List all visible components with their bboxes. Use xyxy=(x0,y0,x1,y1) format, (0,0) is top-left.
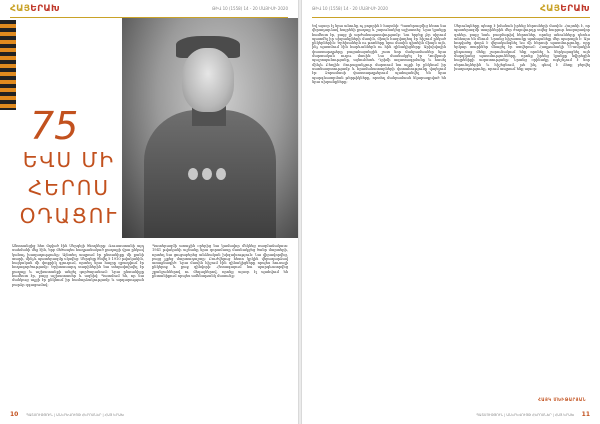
left-footer xyxy=(0,410,298,420)
right-page xyxy=(302,0,600,424)
footer-text: ՊԱՏՄՈՒԹՅՈՒՆ | ԱՆԵՐԵՎՈՒՅԹ ՀԵՐՈՍՆԵՐ | ՀԱՅ ԵՐԱԽ xyxy=(476,413,574,417)
medal-icon xyxy=(188,168,198,180)
medal-icon xyxy=(202,168,212,180)
photo-face xyxy=(182,48,234,112)
magazine-logo xyxy=(10,4,60,14)
logo-part1: ՀԱՅ xyxy=(10,4,31,14)
article-column-4: Սերունդները պետք է իմանան իրենց հերոսների մասին: Հայտնի է, որ պատերազմի տարիներին մեր ժողովուրդը տվեց հարյուր հազարավոր զոհեր, բայց նաև բազմաթիվ հերոսներ, որոնց անունները դեռևս անհայտ են մնում: Նրանց հիշատակը պահպանելը մեր պարտքն է: Այս հոդվածը փորձ է վերականգնել ևս մի հերոսի պատմությունը, որը երկար տարիներ մնացել էր ստվերում: Հաղթանակի 75-ամյակին ընդառաջ մենք շարունակում ենք որոնել և ներկայացնել այն մարդկանց պատմությունները, որոնք իրենց կյանքը նվիրեցին հայրենիքի ազատությանը: Նրանց օրինակը ոգեշնչում է նոր սերունդներին և հիշեցնում, թե ինչ գնով է ձեռք բերվել խաղաղությունը, որում ապրում ենք այսօր: xyxy=(454,24,590,71)
logo-part2: ԵՐԱԽ xyxy=(30,4,61,14)
headline-line-2: ՀԵՐՈՍ xyxy=(27,176,111,200)
page-number: 10 xyxy=(10,411,19,418)
issue-line: ԹԻՎ 10 (1558) 14 - 20 ՄԱՅԻՍԻ 2020 xyxy=(312,6,388,11)
right-header xyxy=(312,4,590,18)
logo-part1: ՀԱՅ xyxy=(539,4,561,14)
medal-icon xyxy=(216,168,226,180)
left-header xyxy=(10,4,288,18)
right-footer xyxy=(302,410,600,420)
soldier-portrait-photo xyxy=(122,18,298,238)
headline-line-1: ԵՎՍ ՄԻ xyxy=(22,148,116,172)
page-number: 11 xyxy=(581,411,590,418)
article-column-1: Անտոանցից հեռ մղված էին Սերգեյի ծնողները: Ռուսաստանի այդ սահմանի մեջ էին, երբ մեծապես հաղթանակած քաղաքի վրա ընկավ կանաչ խաղաղությունը: Այնտեղ ապրում էր ընտանիքը մի քանի տարի, մինչև պատերազմը սկսվեց: Սերգեյը ծնվել է 1910 թվականին, հայկական մի փոքրիկ գյուղում, որտեղ նրա հայրը զբաղվում էր հողագործությամբ: Երիտասարդ տարիներին նա տեղափոխվել էր քաղաք և աշխատանքի անցել գործարանում: Նրա ընտանիքը համեստ էր, բայց աշխատասեր և ազնիվ: Պատմում են, որ նա մանկուց աչքի էր ընկնում իր համարձակությամբ և արդարության բարձր զգացումով: xyxy=(12,244,144,287)
st-george-ribbon-icon xyxy=(0,20,16,110)
article-column-3: Եվ այսօր էլ նրա անունը ոչ բոլորին է հայտնի: Պատերազմից հետո նա վերադարձավ հայրենի քաղաք և շարունակեց աշխատել: Նրա կյանքը համեստ էր, բայց լի արժանապատվությամբ: Նա երբեք չէր սիրում պատմել իր սխրանքների մասին, միայն հազվադեպ էր հիշում ընկած ընկերներին: Երեխաներն ու թոռները նրա մասին գիտեին միայն այն, ինչ պատմում էին հարևաններն ու հին զինակիցները: Արխիվային փաստաթղթերը բացահայտեցին շատ նոր մանրամասներ նրա մարտական ուղու մասին: Նա մասնակցել էր Կովկասի պաշտպանությանը, այնուհետև Ղրիմի ազատագրմանը և հասել մինչև Բեռլին: Յուրաքանչյուր մարտում նա աչքի էր ընկնում իր սառնասրտությամբ և հրամանատարների վստահությունը վայելում էր: Զորամասի փաստաթղթերում պահպանվել են նրա պարգևատրման թերթիկները, որտեղ մանրամասն նկարագրված են նրա սխրանքները: xyxy=(312,24,446,84)
logo-part2: ԵՐԱԽ xyxy=(560,4,590,14)
magazine-logo xyxy=(540,4,590,14)
left-page xyxy=(0,0,298,424)
footer-text: ՊԱՏՄՈՒԹՅՈՒՆ | ԱՆԵՐԵՎՈՒՅԹ ՀԵՐՈՍՆԵՐ | ՀԱՅ ԵՐԱԽ xyxy=(26,413,124,417)
headline-line-3: ՕԴԱՑՈՒ xyxy=(19,204,119,228)
author-name: ՀԱՅԿ ՄԽԻԹԱՐՅԱՆ xyxy=(538,397,586,402)
issue-line: ԹԻՎ 10 (1558) 14 - 20 ՄԱՅԻՍԻ 2020 xyxy=(212,6,288,11)
article-column-2: Պատերազմի առաջին օրերից նա կամավոր մեկնեց ռազմաճակատ: 1941 թվականի աշնանը նրա զորամասը մասնակցեց ծանր մարտերի, որտեղ նա ցուցաբերեց անձնական խիզախություն: Նա վիրավորվեց, բայց չլքեց մարտադաշտը: Բուժվելուց հետո կրկին վերադարձավ առաջնագիծ: Նրա մասին հիշում էին զինակիցները որպես հուսալի ընկերոջ և քաջ զինվորի: Հետագայում նա պարգևատրվեց շքանշաններով ու մեդալներով, որոնք այսօր էլ պահվում են ընտանիքում որպես ամենաթանկ մասունք: xyxy=(152,244,288,279)
anniversary-number: 75 xyxy=(30,104,79,148)
